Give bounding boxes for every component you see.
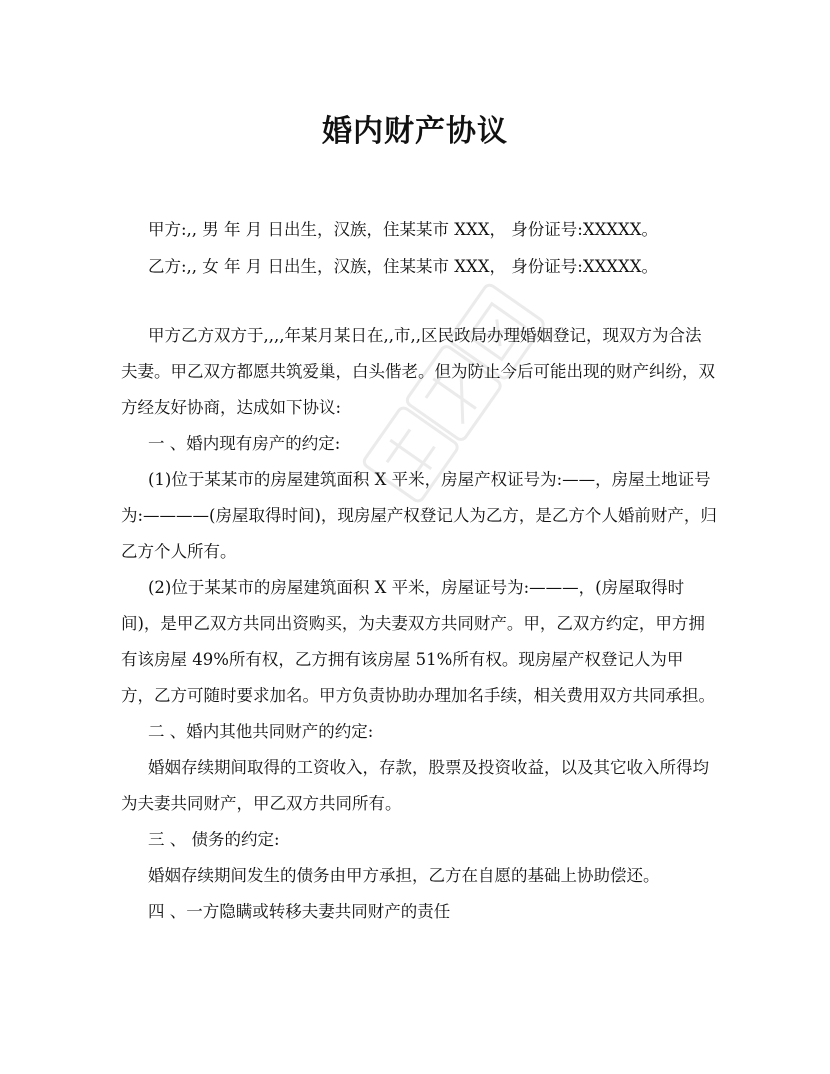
paragraph-line: 为:————(房屋取得时间)，现房屋产权登记人为乙方，是乙方个人婚前财产，归 xyxy=(121,506,717,525)
paragraph-line: 夫妻。甲乙双方都愿共筑爱巢，白头偕老。但为防止今后可能出现的财产纠纷，双 xyxy=(121,362,715,381)
paragraph-line: 婚姻存续期间取得的工资收入，存款，股票及投资收益，以及其它收入所得均 xyxy=(148,758,709,777)
party-a-line: 甲方:,, 男 年 月 日出生，汉族，住某某市 XXX， 身份证号:XXXXX。 xyxy=(148,220,659,239)
paragraph-line: 婚姻存续期间发生的债务由甲方承担，乙方在自愿的基础上协助偿还。 xyxy=(148,866,660,885)
paragraph-line: 乙方个人所有。 xyxy=(121,542,237,561)
section-heading-2: 二 、婚内其他共同财产的约定: xyxy=(148,722,374,741)
section-heading-4: 四 、一方隐瞒或转移夫妻共同财产的责任 xyxy=(148,902,451,921)
paragraph-line: 间)，是甲乙双方共同出资购买，为夫妻双方共同财产。甲，乙双方约定，甲方拥 xyxy=(121,614,705,633)
paragraph-line: 为夫妻共同财产，甲乙双方共同所有。 xyxy=(121,794,402,813)
watermark-logo xyxy=(330,270,580,530)
section-heading-3: 三 、 债务的约定: xyxy=(148,830,280,849)
party-b-line: 乙方:,, 女 年 月 日出生，汉族，住某某市 XXX， 身份证号:XXXXX。 xyxy=(148,257,659,276)
section-heading-1: 一 、婚内现有房产的约定: xyxy=(148,434,341,453)
paragraph-line: 方经友好协商，达成如下协议: xyxy=(121,398,342,417)
paragraph-line: 有该房屋 49%所有权，乙方拥有该房屋 51%所有权。现房屋产权登记人为甲 xyxy=(121,650,684,669)
document-title: 婚内财产协议 xyxy=(322,114,508,149)
paragraph-line: 方，乙方可随时要求加名。甲方负责协助办理加名手续，相关费用双方共同承担。 xyxy=(121,686,715,705)
paragraph-line: (2)位于某某市的房屋建筑面积 X 平米，房屋证号为:———，(房屋取得时 xyxy=(148,578,685,597)
paragraph-line: (1)位于某某市的房屋建筑面积 X 平米，房屋产权证号为:——，房屋土地证号 xyxy=(148,470,711,489)
paragraph-line: 甲方乙方双方于,,,,年某月某日在,,市,,区民政局办理婚姻登记，现双方为合法 xyxy=(148,326,702,345)
